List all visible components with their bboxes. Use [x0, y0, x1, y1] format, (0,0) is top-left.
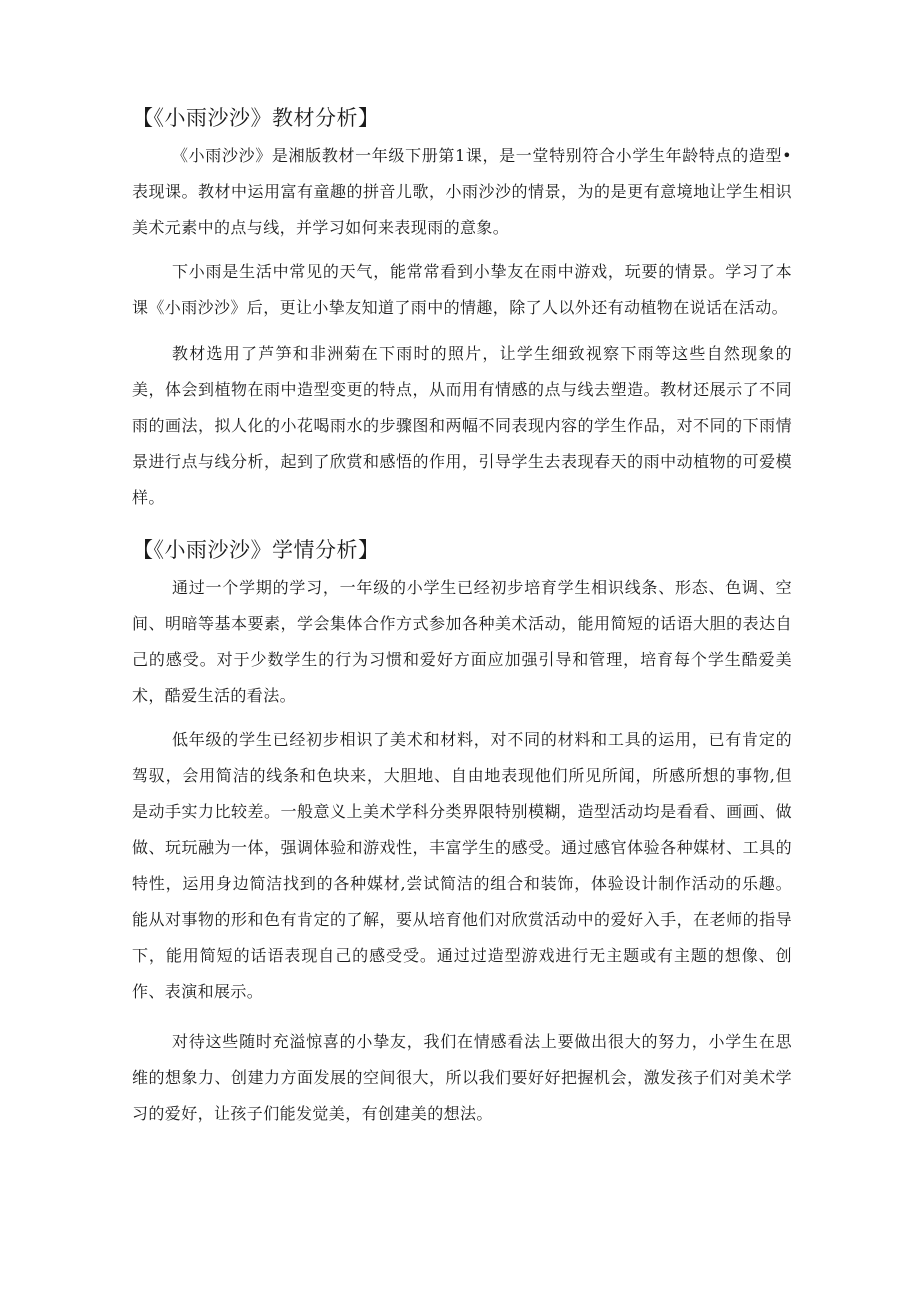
- paragraph: 教材选用了芦笋和非洲菊在下雨时的照片，让学生细致视察下雨等这些自然现象的美，体会到植物在雨中造型变更的特点，从而用有情感的点与线去塑造。教材还展示了不同雨的画法，拟人化的小花喝雨水的步骤图和两幅不同表现内容的学生作品，对不同的下雨情景进行点与线分析，起到了欣赏和感悟的作用，引导学生去表现春天的雨中动植物的可爱模样。: [132, 344, 792, 507]
- section-heading-textbook-analysis: 【《小雨沙沙》教材分析】: [132, 106, 380, 130]
- paragraph: 对待这些随时充溢惊喜的小挚友，我们在情感看法上要做出很大的努力，小学生在思维的想象力、创建力方面发展的空间很大，所以我们要好好把握机会，激发孩子们对美术学习的爱好，让孩子们能发觉美，有创建美的想法。: [132, 1032, 792, 1123]
- section-heading-student-analysis: 【《小雨沙沙》学情分析】: [132, 538, 380, 562]
- paragraph: 下小雨是生活中常见的天气，能常常看到小挚友在雨中游戏，玩要的情景。学习了本课《小雨沙沙》后，更让小挚友知道了雨中的情趣，除了人以外还有动植物在说话在活动。: [132, 262, 792, 317]
- document-page: [132, 98, 792, 1132]
- paragraph: 《小雨沙沙》是湘版教材一年级下册第1课，是一堂特别符合小学生年龄特点的造型•表现课。教材中运用富有童趣的拼音儿歌，小雨沙沙的情景，为的是更有意境地让学生相识美术元素中的点与线，并学习如何来表现雨的意象。: [132, 146, 792, 237]
- paragraph: 通过一个学期的学习，一年级的小学生已经初步培育学生相识线条、形态、色调、空间、明暗等基本要素，学会集体合作方式参加各种美术活动，能用简短的话语大胆的表达自己的感受。对于少数学生的行为习惯和爱好方面应加强引导和管理，培育每个学生酷爱美术，酷爱生活的看法。: [132, 578, 792, 705]
- paragraph: 低年级的学生已经初步相识了美术和材料，对不同的材料和工具的运用，已有肯定的驾驭，会用简洁的线条和色块来，大胆地、自由地表现他们所见所闻，所感所想的事物,但是动手实力比较差。一般意义上美术学科分类界限特别模糊，造型活动均是看看、画画、做做、玩玩融为一体，强调体验和游戏性，丰富学生的感受。通过感官体验各种媒材、工具的特性，运用身边简洁找到的各种媒材,尝试简洁的组合和装饰，体验设计制作活动的乐趣。能从对事物的形和色有肯定的了解，要从培育他们对欣赏活动中的爱好入手，在老师的指导下，能用简短的话语表现自己的感受受。通过过造型游戏进行无主题或有主题的想像、创作、表演和展示。: [132, 730, 792, 1001]
